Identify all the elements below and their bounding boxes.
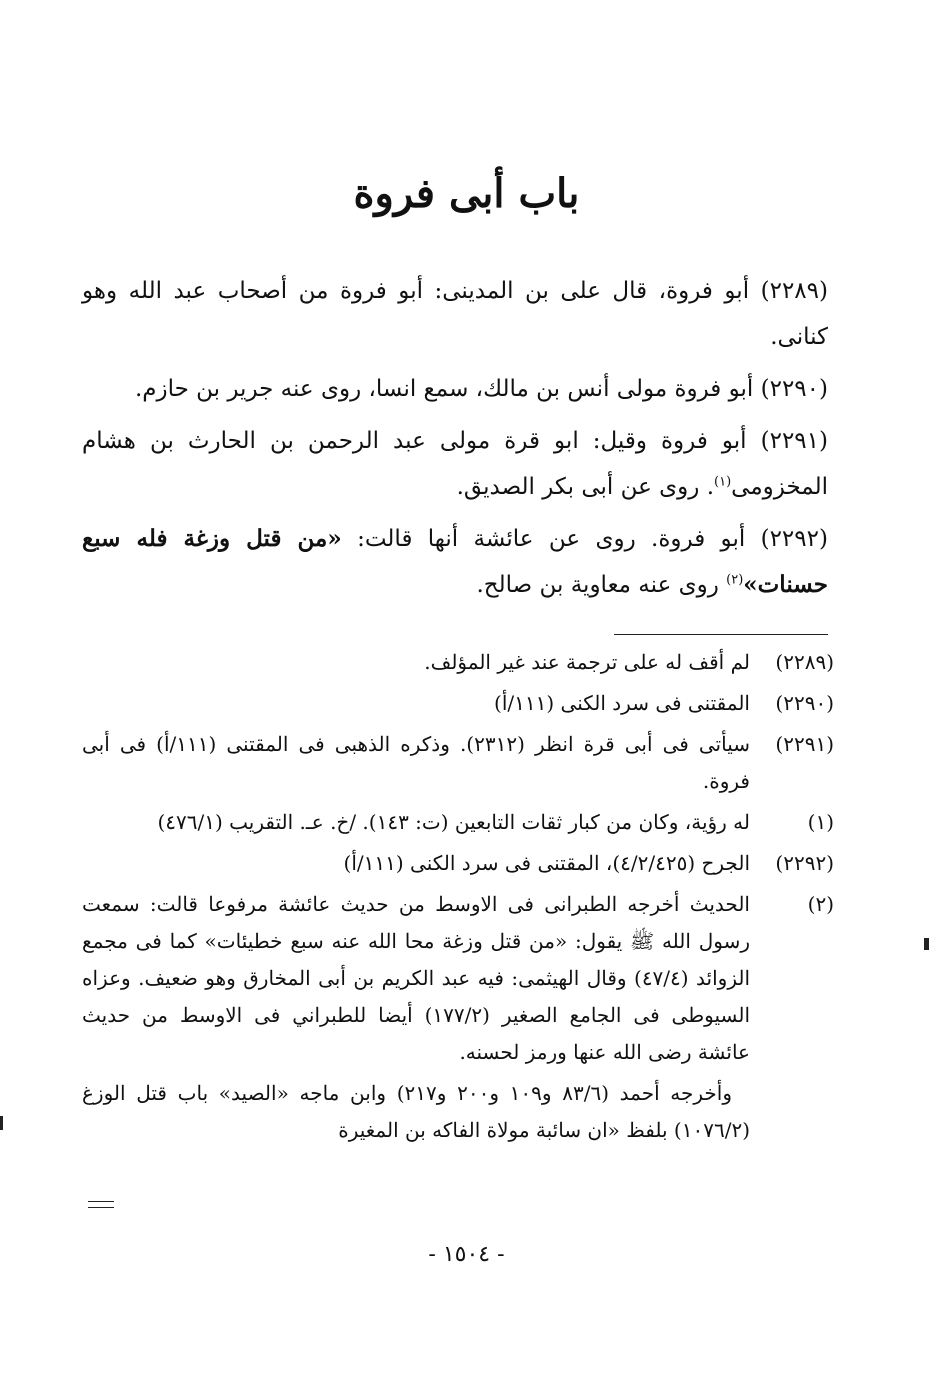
entry-number: (٢٢٨٩) bbox=[760, 278, 828, 304]
double-underline bbox=[88, 1201, 114, 1208]
footnote-text: سيأتى فى أبى قرة انظر (٢٣١٢). وذكره الذهبى فى المقتنى (١١١/أ) فى أبى فروة. bbox=[82, 732, 751, 793]
entry-2291 bbox=[82, 418, 828, 510]
footnote-item bbox=[82, 726, 834, 800]
footnote-item bbox=[82, 804, 834, 841]
entry-2292 bbox=[82, 516, 828, 608]
entry-text: أبو فروة وقيل: ابو قرة مولى عبد الرحمن بن الحارث بن هشام المخزومى bbox=[82, 428, 828, 500]
entries-body bbox=[82, 268, 828, 614]
footnote-ref[interactable]: (١) bbox=[714, 474, 732, 490]
footnote-number: (٢٢٩٠) bbox=[775, 691, 834, 715]
footnote-number: (٢٢٩٢) bbox=[775, 851, 834, 875]
footnote-number: (١) bbox=[807, 810, 834, 834]
footnote-text: لم أقف له على ترجمة عند غير المؤلف. bbox=[424, 650, 750, 674]
entry-2289 bbox=[82, 268, 828, 360]
edge-mark bbox=[0, 1116, 3, 1130]
footnote-number: (٢) bbox=[807, 892, 834, 916]
page-number: - ١٥٠٤ - bbox=[428, 1242, 505, 1267]
edge-mark bbox=[924, 938, 929, 950]
footnote-item bbox=[82, 845, 834, 882]
footnote-item bbox=[82, 644, 834, 681]
entry-number: (٢٢٩١) bbox=[760, 428, 828, 454]
entry-text: أبو فروة، قال على بن المدينى: أبو فروة من أصحاب عبد الله وهو كنانى. bbox=[82, 278, 828, 350]
entry-number: (٢٢٩٠) bbox=[760, 376, 828, 402]
hadith-quote: «من قتل وزغة فله سبع حسنات» bbox=[82, 525, 828, 598]
entry-number: (٢٢٩٢) bbox=[760, 526, 828, 552]
entry-text-cont: . روى عن أبى بكر الصديق. bbox=[456, 474, 715, 500]
footnotes bbox=[82, 644, 834, 1149]
entry-2290 bbox=[82, 366, 828, 412]
footnote-ref[interactable]: (٢) bbox=[726, 572, 744, 588]
footnote-number: (٢٢٩١) bbox=[775, 732, 834, 756]
footnote-continuation-text: وأخرجه أحمد (٨٣/٦ و١٠٩ و٢٠٠ و٢١٧) وابن ماجه «الصيد» باب قتل الوزغ (١٠٧٦/٢) بلفظ «ان سائبة مولاة الفاكه بن المغيرة bbox=[82, 1081, 750, 1142]
footnote-number: (٢٢٨٩) bbox=[775, 650, 834, 674]
footnote-item bbox=[82, 685, 834, 722]
footnote-text: الحديث أخرجه الطبرانى فى الاوسط من حديث عائشة مرفوعا قالت: سمعت رسول الله ﷺ يقول: «من قتل وزغة محا الله عنه سبع خطيئات» كما فى مجمع الزوائد (٤٧/٤) وقال الهيثمى: فيه عبد الكريم بن أبى المخارق وهو ضعيف. وعزاه السيوطى فى الجامع الصغير (١٧٧/٢) أيضا للطبراني فى الاوسط من حديث عائشة رضى الله عنها ورمز لحسنه. bbox=[82, 892, 750, 1064]
chapter-title: باب أبى فروة bbox=[353, 170, 580, 217]
footnote-text: له رؤية، وكان من كبار ثقات التابعين (ت: ١٤٣). /خ. عـ. التقريب (٤٧٦/١) bbox=[157, 810, 750, 834]
footnote-text: المقتنى فى سرد الكنى (١١١/أ) bbox=[494, 691, 750, 715]
entry-text: أبو فروة مولى أنس بن مالك، سمع انسا، روى عنه جرير بن حازم. bbox=[134, 376, 754, 402]
footnote-text: الجرح (٤/٢/٤٢٥)، المقتنى فى سرد الكنى (١١١/أ) bbox=[343, 851, 750, 875]
footnote-continuation bbox=[82, 1075, 834, 1149]
footnote-divider bbox=[614, 634, 828, 635]
entry-text: أبو فروة. روى عن عائشة أنها قالت: bbox=[341, 526, 746, 552]
entry-text-cont: روى عنه معاوية بن صالح. bbox=[476, 572, 727, 598]
footnote-item bbox=[82, 886, 834, 1071]
